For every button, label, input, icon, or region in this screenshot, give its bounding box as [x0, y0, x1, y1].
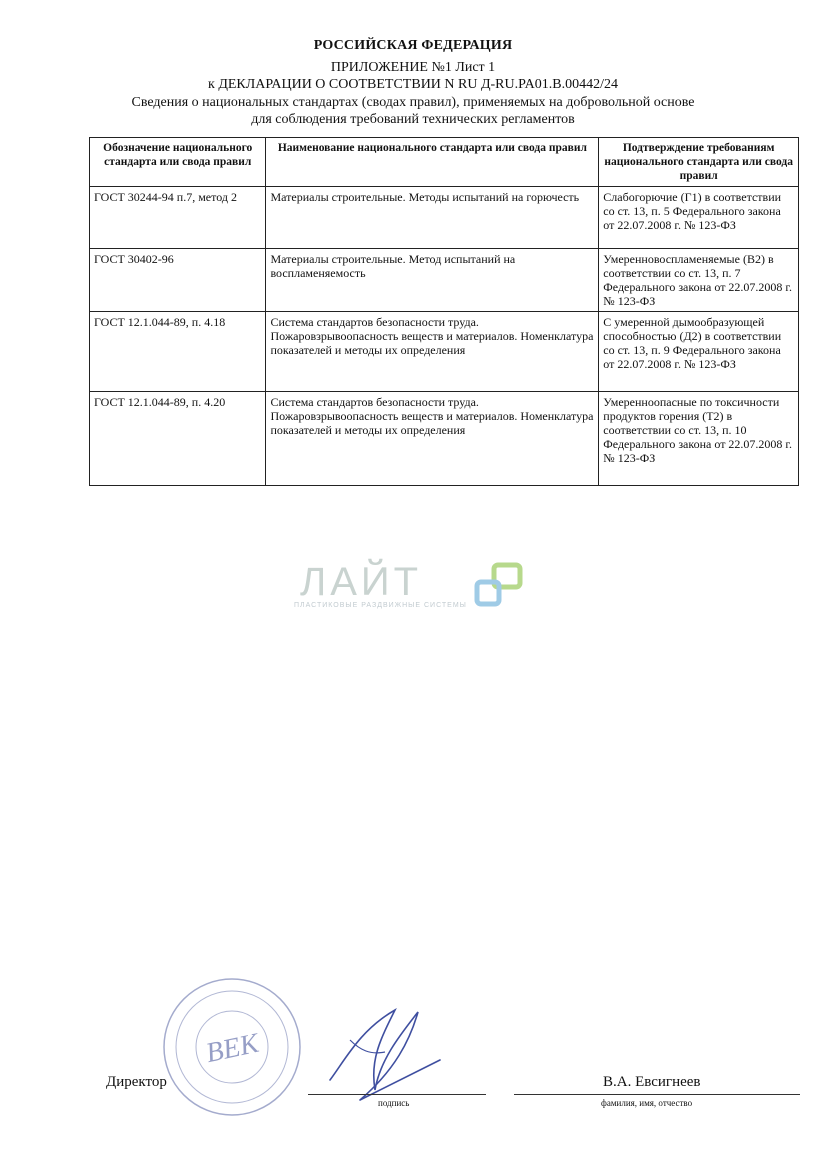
column-header-confirmation: Подтверждение требованиям национального стандарта или свода правил	[599, 138, 799, 187]
table-row	[90, 312, 799, 392]
name-line	[514, 1094, 800, 1095]
header-declaration: к ДЕКЛАРАЦИИ О СООТВЕТСТВИИ N RU Д-RU.PA01.B.00442/24	[208, 77, 618, 92]
watermark-logo	[290, 560, 540, 615]
cell-name: Материалы строительные. Методы испытаний на горючесть	[266, 187, 599, 249]
stamp-text: ВЕК	[203, 1027, 262, 1070]
name-caption: фамилия, имя, отчество	[601, 1098, 693, 1108]
header-appendix: ПРИЛОЖЕНИЕ №1 Лист 1	[330, 60, 496, 75]
table-row	[90, 249, 799, 312]
director-label: Директор	[106, 1074, 167, 1090]
signature-caption: подпись	[378, 1098, 410, 1108]
header-description-1: Сведения о национальных стандартах (сводах правил), применяемых на добровольной основе	[131, 95, 695, 110]
round-seal-icon	[160, 975, 305, 1120]
cell-confirmation: Умеренновоспламеняемые (В2) в соответствии со ст. 13, п. 7 Федерального закона от 22.07.2008 г. № 123-ФЗ	[599, 249, 799, 312]
cell-code: ГОСТ 12.1.044-89, п. 4.20	[90, 392, 266, 486]
logo-squares-icon	[472, 562, 536, 610]
table-row	[90, 187, 799, 249]
cell-code: ГОСТ 30244-94 п.7, метод 2	[90, 187, 266, 249]
column-header-name: Наименование национального стандарта или свода правил	[266, 138, 599, 187]
director-name: В.А. Евсигнеев	[603, 1074, 701, 1090]
header-description-2: для соблюдения требований технических регламентов	[251, 112, 575, 127]
table-header-row	[90, 138, 799, 187]
cell-code: ГОСТ 30402-96	[90, 249, 266, 312]
cell-confirmation: С умеренной дымообразующей способностью (Д2) в соответствии со ст. 13, п. 9 Федерального закона от 22.07.2008 г. № 123-ФЗ	[599, 312, 799, 392]
header-country: РОССИЙСКАЯ ФЕДЕРАЦИЯ	[313, 38, 513, 53]
table-row	[90, 392, 799, 486]
watermark-title: ЛАЙТ	[300, 560, 423, 604]
cell-code: ГОСТ 12.1.044-89, п. 4.18	[90, 312, 266, 392]
standards-table	[89, 137, 799, 486]
cell-confirmation: Слабогорючие (Г1) в соответствии со ст. 13, п. 5 Федерального закона от 22.07.2008 г. № 123-ФЗ	[599, 187, 799, 249]
cell-name: Система стандартов безопасности труда. Пожаровзрывоопасность веществ и материалов. Номенклатура показателей и методы их определения	[266, 312, 599, 392]
cell-name: Материалы строительные. Метод испытаний на воспламеняемость	[266, 249, 599, 312]
cell-confirmation: Умеренноопасные по токсичности продуктов горения (Т2) в соответствии со ст. 13, п. 10 Федерального закона от 22.07.2008 г. № 123-ФЗ	[599, 392, 799, 486]
column-header-code: Обозначение национального стандарта или свода правил	[90, 138, 266, 187]
signature-line	[308, 1094, 486, 1095]
watermark-subtitle: ПЛАСТИКОВЫЕ РАЗДВИЖНЫЕ СИСТЕМЫ	[294, 602, 467, 609]
cell-name: Система стандартов безопасности труда. Пожаровзрывоопасность веществ и материалов. Номенклатура показателей и методы их определения	[266, 392, 599, 486]
